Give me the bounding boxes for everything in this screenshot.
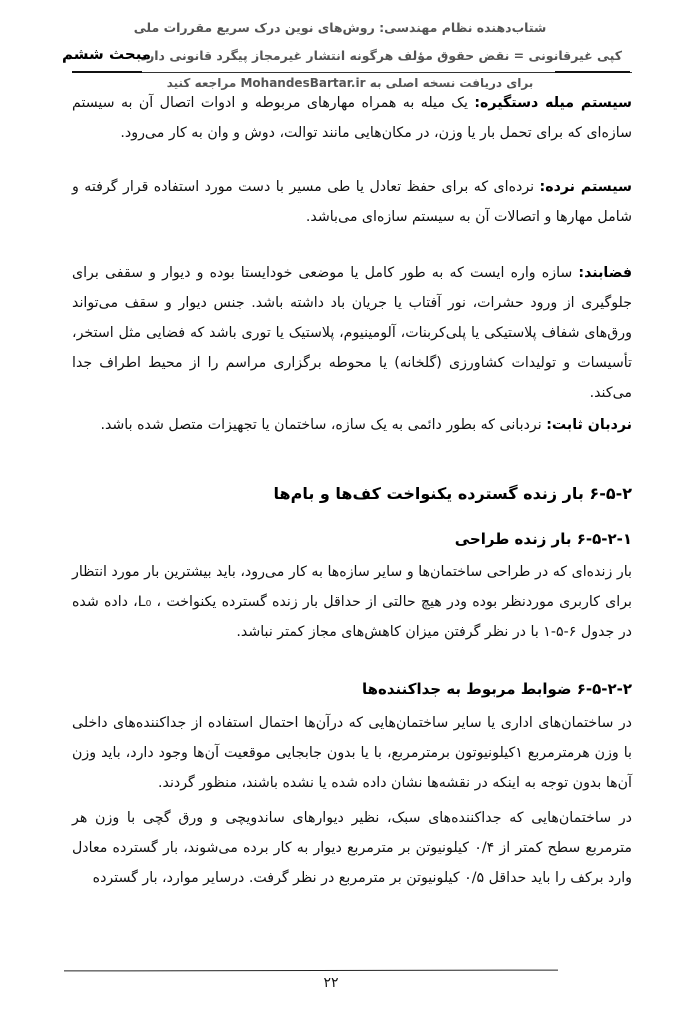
definition-term: سیستم میله دستگیره: — [474, 95, 633, 111]
definition-text: نرده‌ای که برای حفظ تعادل یا طی مسیر با دست مورد استفاده قرار گرفته و شامل مهارها و اتصالات آن به سیستم سازه‌ای می‌باشد. — [72, 179, 632, 225]
definition-text: یک میله به همراه مهارهای مربوطه و ادوات اتصال آن به سیستم سازه‌ای که برای تحمل بار یا وزن، در مکان‌هایی مانند توالت، دوش و وان به کار می‌رود. — [72, 95, 632, 141]
watermark-copyright: کپی غیرقانونی = نقض حقوق مؤلف هرگونه انتشار غیرمجاز پیگرد قانونی دارد — [140, 48, 622, 63]
definition-term: نردبان ثابت: — [546, 417, 632, 433]
subsection-heading: ۶-۵-۲-۱ بار زنده طراحی — [454, 530, 632, 548]
watermark-title: شتاب‌دهنده نظام مهندسی: روش‌های نوین درک سریع مقررات ملی — [133, 20, 547, 35]
subsection-heading: ۶-۵-۲-۲ ضوابط مربوط به جداکننده‌ها — [361, 680, 632, 698]
chapter-title: مبحث ششم — [62, 45, 152, 63]
paragraph: در ساختمان‌هایی که جداکننده‌های سبک، نظیر دیوارهای ساندویچی و ورق گچی با وزن هر مترمربع سطح کمتر از ۰/۴ کیلونیوتن بر مترمربع دیوار به کار برده می‌شوند، بار گسترده معادل وارد برکف را باید حداقل ۰/۵ کیلونیوتن بر مترمربع در نظر گرفت. درسایر موارد، بار گسترده — [72, 810, 632, 886]
header-rule-accent-right — [555, 71, 630, 73]
definition-text: نردبانی که بطور دائمی به یک سازه، ساختمان یا تجهیزات متصل شده باشد. — [100, 417, 547, 433]
definition-text: سازه واره ایست که به طور کامل یا موضعی خودایستا بوده و دیوار و سقفی برای جلوگیری از ورود حشرات، نور آفتاب یا جریان باد داشته باشد. جنس دیوار و سقف می‌تواند ورق‌های شفاف پلاستیکی یا پلی‌کربنات، آلومینیوم، پلاستیک یا توری باشد که فضایی مثل استخر، تأسیسات و تولیدات کشاورزی (گلخانه) یا محوطه برگزاری مراسم را از محیط اطراف جدا می‌کند. — [72, 265, 632, 401]
header-rule — [72, 72, 632, 73]
definition-guardrail — [72, 172, 632, 232]
running-header — [62, 45, 662, 67]
definition-fixed-ladder — [72, 410, 632, 440]
definition-grab-bar — [72, 88, 632, 148]
definition-term: سیستم نرده: — [539, 179, 632, 195]
paragraph: بار زنده‌ای که در طراحی ساختمان‌ها و سایر سازه‌ها به کار می‌رود، باید بیشترین بار مورد انتظار برای کاربری موردنظر بوده ودر هیچ حالتی از حداقل بار زنده گسترده یکنواخت ، L₀، داده شده در جدول ۶-۵-۱ با در نظر گرفتن میزان کاهش‌های مجاز کمتر نباشد. — [72, 564, 632, 640]
header-rule-accent-left — [72, 71, 142, 73]
watermark-site-link: MohandesBartar.ir — [240, 76, 366, 90]
definition-term: فضابند: — [578, 265, 632, 281]
paragraph: در ساختمان‌های اداری یا سایر ساختمان‌هایی که درآن‌ها احتمال استفاده از جداکننده‌های داخلی با وزن هرمترمربع ۱کیلونیوتون برمترمربع، با یا بدون جابجایی موقعیت آن‌ها وجود دارد، باید وزن آن‌ها بدون توجه به اینکه در نقشه‌ها نشان داده شده یا نشده باشند، منظور گردند. — [72, 715, 632, 791]
watermark-source-suffix: مراجعه کنید — [166, 76, 237, 90]
section-heading: ۶-۵-۲ بار زنده گسترده یکنواخت کف‌ها و بام‌ها — [273, 484, 632, 503]
definition-enclosure — [72, 258, 632, 408]
footer-rule — [64, 970, 558, 972]
watermark-source-prefix: برای دریافت نسخه اصلی به — [369, 76, 534, 90]
page-number: ۲۲ — [323, 975, 339, 991]
